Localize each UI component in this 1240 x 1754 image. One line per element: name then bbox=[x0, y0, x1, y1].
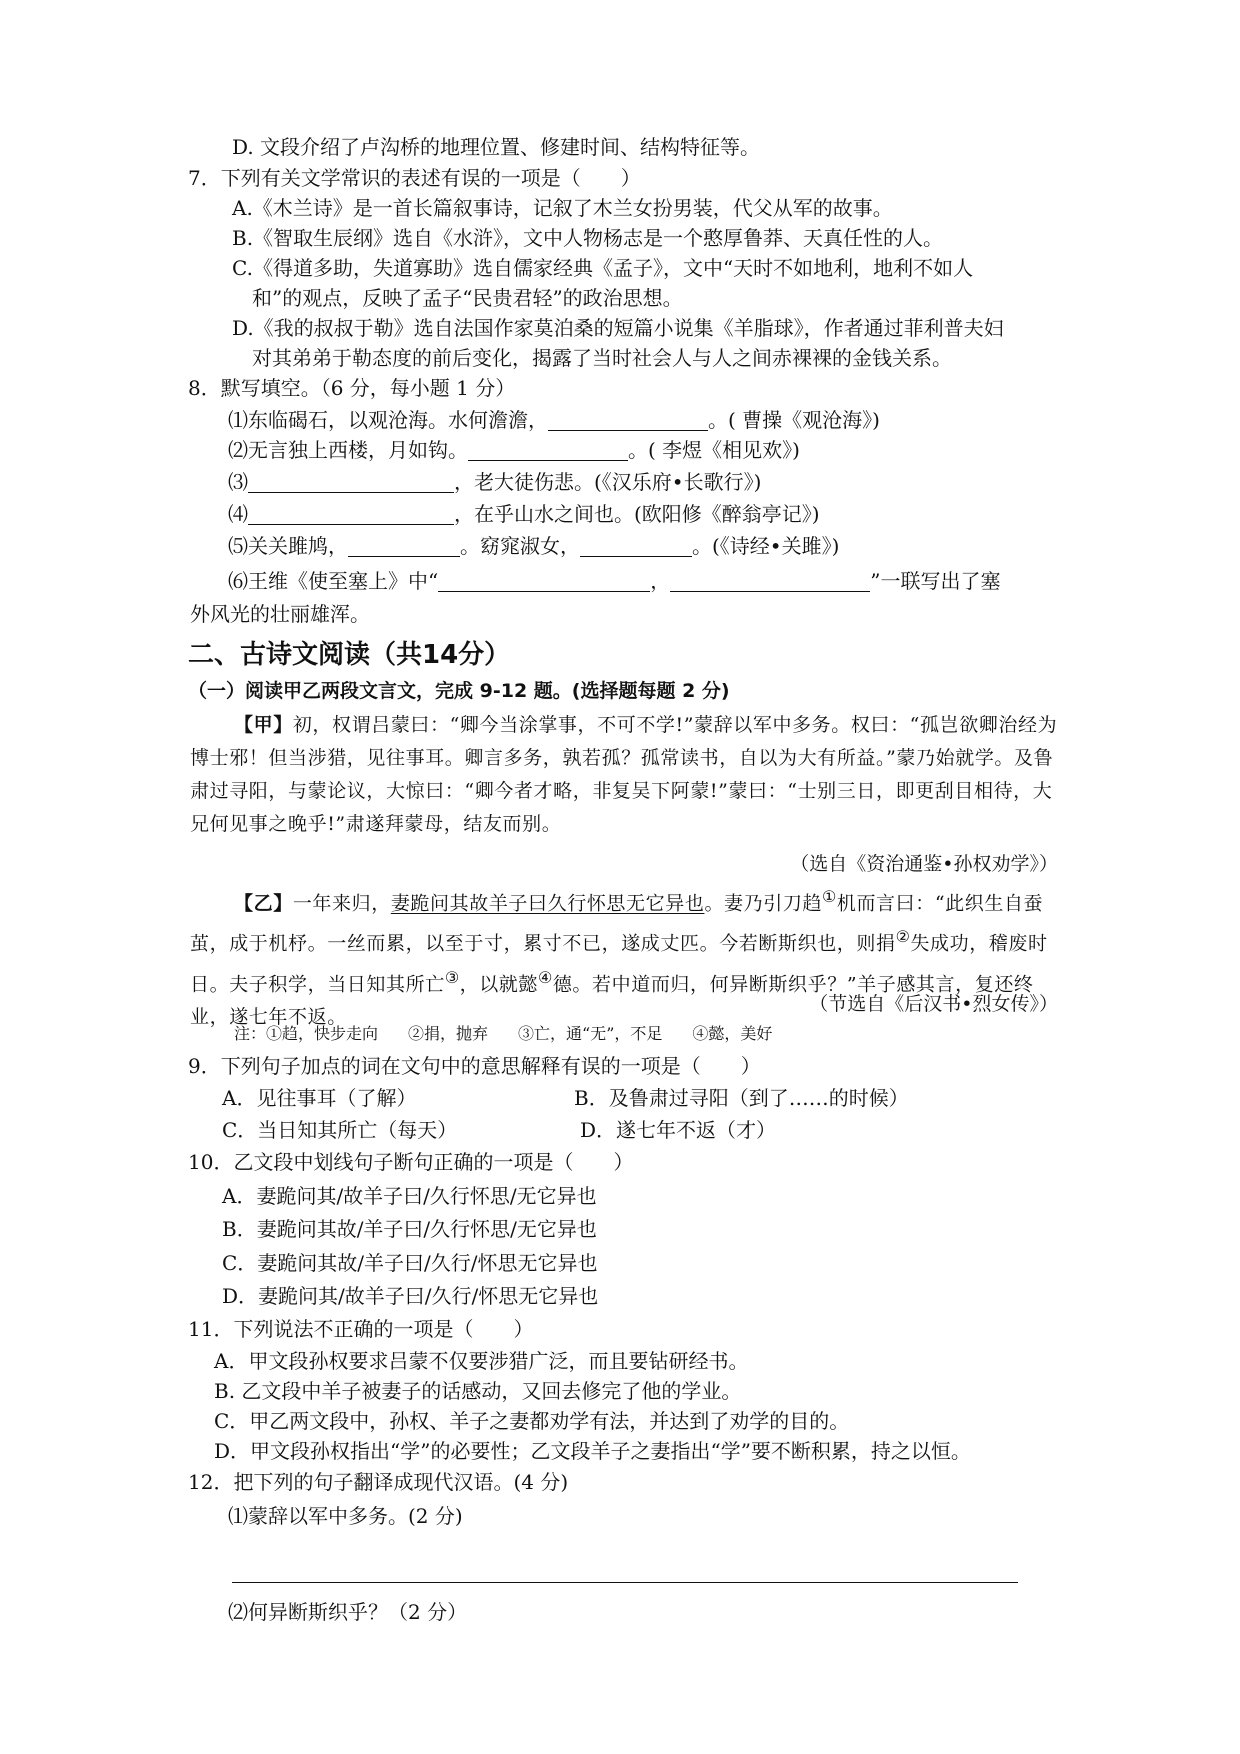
section-title: 二、古诗文阅读（共14分） bbox=[188, 640, 511, 670]
q8-fill-4-text: ，在乎山水之间也。(欧阳修《醉翁亭记》) bbox=[454, 502, 820, 526]
q7-option-a: A.《木兰诗》是一首长篇叙事诗，记叙了木兰女扮男装，代父从军的故事。 bbox=[232, 196, 893, 220]
q8-fill-2 bbox=[228, 436, 800, 464]
q8-fill-5-source: 。(《诗经•关雎》) bbox=[692, 534, 840, 558]
q8-fill-1-source: 。( 曹操《观沧海》) bbox=[708, 408, 880, 432]
q9-option-c: C．当日知其所亡（每天） bbox=[222, 1118, 458, 1142]
q10-option-d: D．妻跪问其/故羊子曰/久行/怀思无它异也 bbox=[222, 1284, 599, 1308]
q8-fill-6-comma: ， bbox=[650, 569, 671, 593]
q8-fill-3 bbox=[228, 468, 761, 496]
footnote: ②捐，抛弃 bbox=[408, 1024, 489, 1043]
q7-option-c-line2: 和”的观点，反映了孟子“民贵君轻”的政治思想。 bbox=[252, 286, 683, 310]
footnote: ③亡，通“无”，不足 bbox=[518, 1024, 663, 1043]
q8-fill-4-num: ⑷ bbox=[228, 502, 248, 526]
q11-option-d: D．甲文段孙权指出“学”的必要性；乙文段羊子之妻指出“学”要不断积累，持之以恒。 bbox=[214, 1439, 971, 1463]
q8-stem: 8．默写填空。（6 分，每小题 1 分） bbox=[188, 376, 516, 400]
q8-fill-5-text2: 。窈窕淑女， bbox=[460, 534, 580, 558]
q11-option-c: C．甲乙两文段中，孙权、羊子之妻都劝学有法，并达到了劝学的目的。 bbox=[214, 1409, 850, 1433]
q11-option-a: A．甲文段孙权要求吕蒙不仅要涉猎广泛，而且要钻研经书。 bbox=[214, 1349, 749, 1373]
passage-jia-source: （选自《资治通鉴•孙权劝学》） bbox=[790, 853, 1058, 875]
passage-jia-tag: 【甲】 bbox=[234, 714, 293, 736]
note-ref: ② bbox=[895, 927, 911, 947]
q6-option-d: D. 文段介绍了卢沟桥的地理位置、修建时间、结构特征等。 bbox=[232, 135, 761, 159]
answer-blank[interactable] bbox=[580, 534, 692, 557]
q9-option-b: B．及鲁肃过寻阳（到了……的时候） bbox=[574, 1086, 909, 1110]
q8-fill-5-text: ⑸关关雎鸠， bbox=[228, 534, 348, 558]
q10-option-b: B．妻跪问其故/羊子曰/久行怀思/无它异也 bbox=[222, 1217, 597, 1241]
q7-option-b: B.《智取生辰纲》选自《水浒》，文中人物杨志是一个憨厚鲁莽、天真任性的人。 bbox=[232, 226, 944, 250]
passage-yi-text: 机而言曰：“此织生自蚕茧，成于机杼。一丝而累，以至于寸，累寸不已，遂成丈匹。今若断斯织也，则捐 bbox=[190, 892, 1044, 955]
q9-option-a: A．见往事耳（了解） bbox=[222, 1086, 417, 1110]
q9-option-d: D．遂七年不返（才） bbox=[580, 1118, 777, 1142]
passage-yi-source: （节选自《后汉书•烈女传》） bbox=[809, 993, 1058, 1015]
q8-fill-2-source: 。( 李煜《相见欢》) bbox=[628, 438, 800, 462]
q10-stem: 10．乙文段中划线句子断句正确的一项是（ ） bbox=[188, 1150, 634, 1174]
passage-yi-text: 德。若中道而归，何异断斯织乎？”羊子感其言，复还终业，遂七年不返。 bbox=[190, 972, 1034, 1028]
answer-blank[interactable] bbox=[348, 534, 460, 557]
underlined-sentence: 妻跪问其故羊子曰久行怀思无它异也 bbox=[390, 892, 705, 915]
q7-stem: 7．下列有关文学常识的表述有误的一项是（ ） bbox=[188, 166, 641, 190]
passage-yi-text: ，以就懿 bbox=[459, 972, 539, 995]
passage-jia bbox=[190, 709, 1058, 841]
q11-stem: 11．下列说法不正确的一项是（ ） bbox=[188, 1317, 534, 1341]
footnote: ④懿，美好 bbox=[692, 1024, 773, 1043]
q8-fill-5 bbox=[228, 532, 839, 560]
q8-fill-1-text: ⑴东临碣石，以观沧海。水何澹澹， bbox=[228, 408, 548, 432]
q8-fill-6-text2: ”一联写出了塞 bbox=[870, 569, 1001, 593]
q8-fill-3-num: ⑶ bbox=[228, 470, 248, 494]
answer-blank[interactable] bbox=[468, 438, 628, 461]
q8-fill-6-text: ⑹王维《使至塞上》中“ bbox=[228, 569, 439, 593]
q7-option-d-line2: 对其弟弟于勒态度的前后变化，揭露了当时社会人与人之间赤裸裸的金钱关系。 bbox=[252, 346, 952, 370]
q11-option-b: B. 乙文段中羊子被妻子的话感动，又回去修完了他的学业。 bbox=[214, 1379, 742, 1403]
note-ref: ③ bbox=[444, 967, 460, 987]
footnotes bbox=[234, 1022, 802, 1046]
q8-fill-3-text: ，老大徒伤悲。(《汉乐府•长歌行》) bbox=[454, 470, 762, 494]
answer-blank[interactable] bbox=[548, 408, 708, 431]
q8-fill-4 bbox=[228, 500, 820, 528]
passage-yi-text: 一年来归， bbox=[292, 892, 391, 915]
note-ref: ① bbox=[822, 887, 837, 906]
answer-blank[interactable] bbox=[670, 569, 870, 592]
passage-jia-text: 初，权谓吕蒙曰：“卿今当涂掌事，不可不学!”蒙辞以军中多务。权曰：“孤岂欲卿治经为博士邪！但当涉猎，见往事耳。卿言多务，孰若孤？孤常读书，自以为大有所益。”蒙乃始就学。及鲁肃过寻阳，与蒙论议，大惊曰：“卿今者才略，非复吴下阿蒙!”蒙曰：“士别三日，即更刮目相待，大兄何见事之晚乎!”肃遂拜蒙母，结友而别。 bbox=[190, 714, 1058, 835]
q12-stem: 12．把下列的句子翻译成现代汉语。(4 分) bbox=[188, 1470, 569, 1494]
q8-fill-6-continued: 外风光的壮丽雄浑。 bbox=[190, 602, 370, 626]
q12-part-1: ⑴蒙辞以军中多务。(2 分) bbox=[228, 1504, 463, 1528]
q10-option-a: A．妻跪问其/故羊子曰/久行怀思/无它异也 bbox=[222, 1184, 597, 1208]
q8-fill-6 bbox=[228, 567, 1000, 595]
q7-option-c-line1: C.《得道多助，失道寡助》选自儒家经典《孟子》，文中“天时不如地利，地利不如人 bbox=[232, 256, 974, 280]
q8-fill-2-text: ⑵无言独上西楼，月如钩。 bbox=[228, 438, 468, 462]
q7-option-d-line1: D.《我的叔叔于勒》选自法国作家莫泊桑的短篇小说集《羊脂球》，作者通过菲利普夫妇 bbox=[232, 316, 1004, 340]
q9-stem: 9．下列句子加点的词在文句中的意思解释有误的一项是（ ） bbox=[188, 1054, 761, 1078]
footnote: 注：①趋，快步走向 bbox=[234, 1024, 379, 1043]
answer-blank[interactable] bbox=[438, 569, 650, 592]
answer-blank[interactable] bbox=[248, 470, 454, 493]
section-subtitle: （一）阅读甲乙两段文言文，完成 9-12 题。(选择题每题 2 分) bbox=[188, 680, 730, 702]
q8-fill-1 bbox=[228, 406, 880, 434]
note-ref: ④ bbox=[538, 967, 553, 987]
passage-yi-tag: 【乙】 bbox=[234, 892, 293, 915]
answer-line[interactable] bbox=[232, 1582, 1018, 1583]
q12-part-2: ⑵何异断斯织乎？（2 分） bbox=[228, 1600, 468, 1624]
q10-option-c: C．妻跪问其故/羊子曰/久行/怀思无它异也 bbox=[222, 1251, 598, 1275]
passage-yi-text: 。妻乃引刀趋 bbox=[704, 892, 823, 915]
passage-yi-text: 失成功，稽废时日。夫子积学，当日知其所亡 bbox=[190, 932, 1048, 995]
answer-blank[interactable] bbox=[248, 502, 454, 525]
